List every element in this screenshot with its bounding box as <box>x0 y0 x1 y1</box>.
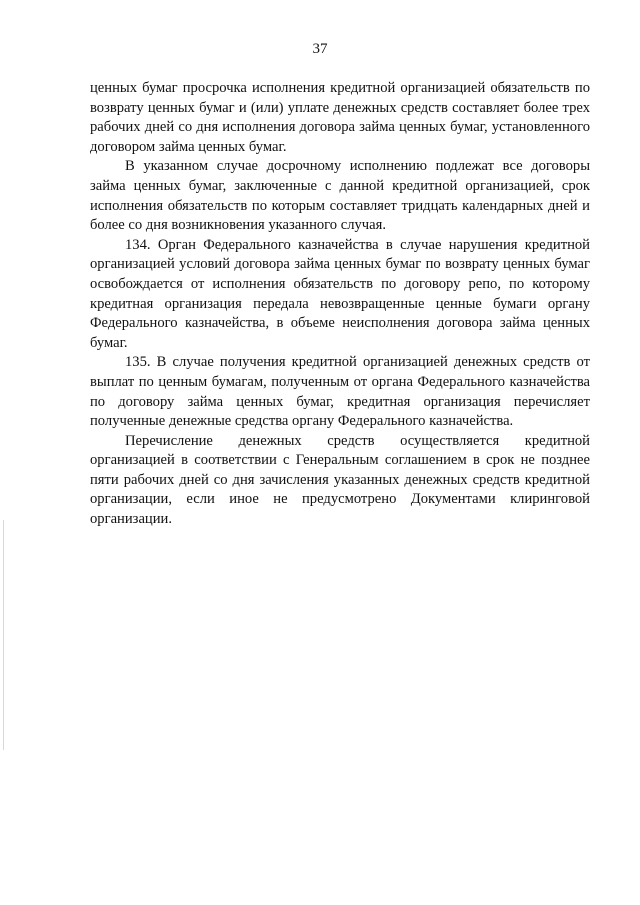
scan-edge-line <box>3 520 4 750</box>
paragraph-transfer: Перечисление денежных средств осуществляется кредитной организацией в соответствии с Генеральным соглашением в срок не позднее пяти рабочих дней со дня зачисления указанных денежных средств кредитной организации, если иное не предусмотрено Документами клиринговой организации. <box>90 432 590 528</box>
document-body <box>90 79 590 530</box>
paragraph-134: 134. Орган Федерального казначейства в случае нарушения кредитной организацией условий договора займа ценных бумаг по возврату ценных бумаг освобождается от исполнения обязательств по договору репо, по которому кредитная организация передала невозвращенные ценные бумаги органу Федерального казначейства, в объеме неисполнения договора займа ценных бумаг. <box>90 236 590 351</box>
paragraph-continuation: ценных бумаг просрочка исполнения кредитной организацией обязательств по возврату ценных бумаг и (или) уплате денежных средств составляет более трех рабочих дней со дня исполнения договора займа ценных бумаг, установленного договором займа ценных бумаг. <box>90 80 590 155</box>
paragraph-early-execution: В указанном случае досрочному исполнению подлежат все договоры займа ценных бумаг, заключенные с данной кредитной организацией, срок исполнения обязательств по которым составляет тридцать календарных дней и более со дня возникновения указанного случая. <box>90 158 590 234</box>
paragraph-135: 135. В случае получения кредитной организацией денежных средств от выплат по ценным бумагам, полученным от органа Федерального казначейства по договору займа ценных бумаг, кредитная организация перечисляет полученные денежные средства органу Федерального казначейства. <box>90 354 590 430</box>
page-number: 37 <box>312 41 328 57</box>
